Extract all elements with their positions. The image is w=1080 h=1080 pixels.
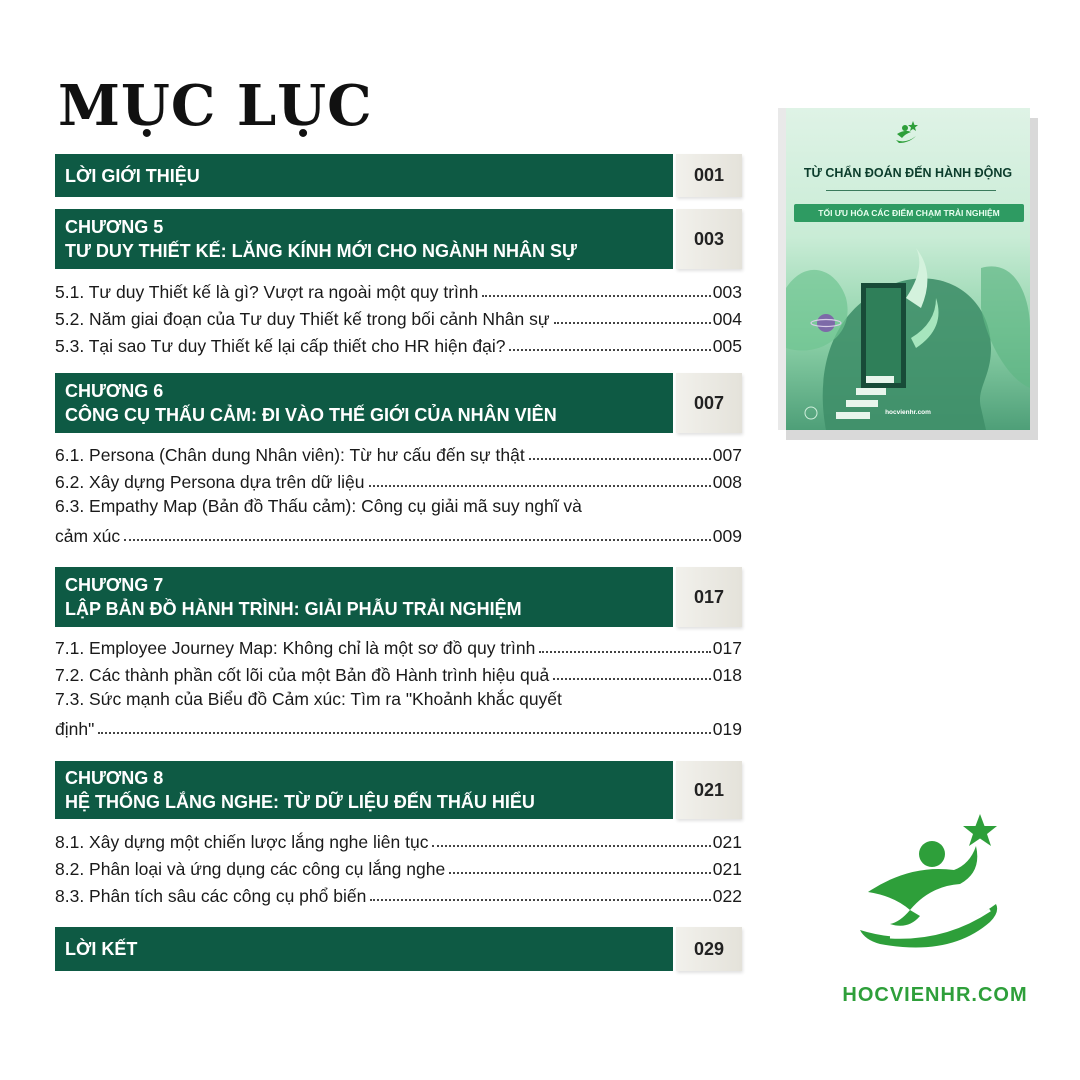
leader-dots bbox=[369, 485, 711, 487]
toc-item[interactable] bbox=[55, 276, 742, 303]
toc-item[interactable] bbox=[55, 439, 742, 466]
outro-label: LỜI KẾT bbox=[65, 939, 138, 959]
divider bbox=[826, 190, 996, 191]
chapter-header[interactable] bbox=[55, 209, 742, 269]
chapter-title: TƯ DUY THIẾT KẾ: LĂNG KÍNH MỚI CHO NGÀNH NHÂN SỰ bbox=[65, 241, 577, 261]
toc-item[interactable] bbox=[55, 686, 742, 740]
toc-item-text: 5.3. Tại sao Tư duy Thiết kế lại cấp thiết cho HR hiện đại? bbox=[55, 336, 506, 356]
toc-item[interactable] bbox=[55, 493, 742, 547]
page-title: MỤC LỤC bbox=[58, 73, 373, 139]
intro-label: LỜI GIỚI THIỆU bbox=[65, 165, 200, 186]
chapter-title: HỆ THỐNG LẮNG NGHE: TỪ DỮ LIỆU ĐẾN THẤU HIỂU bbox=[65, 792, 535, 812]
chapter-header[interactable] bbox=[55, 373, 742, 433]
toc-item-text: 6.3. Empathy Map (Bản đồ Thấu cảm): Công cụ giải mã suy nghĩ và bbox=[55, 496, 582, 516]
chapter-items bbox=[55, 276, 742, 357]
section-bar bbox=[55, 927, 673, 971]
section-bar bbox=[55, 154, 673, 197]
section-bar bbox=[55, 567, 673, 627]
toc-item[interactable] bbox=[55, 880, 742, 907]
toc-item-text: 8.3. Phân tích sâu các công cụ phổ biến bbox=[55, 886, 367, 906]
toc-item-page: 022 bbox=[712, 886, 742, 906]
toc-item[interactable] bbox=[55, 466, 742, 493]
toc-item-page: 005 bbox=[712, 336, 742, 356]
page-number: 017 bbox=[676, 567, 742, 627]
chapter-title: CÔNG CỤ THẤU CẢM: ĐI VÀO THẾ GIỚI CỦA NHÂN VIÊN bbox=[65, 405, 557, 425]
leader-dots bbox=[553, 678, 711, 680]
toc-item-text: 7.2. Các thành phần cốt lõi của một Bản đồ Hành trình hiệu quả bbox=[55, 665, 550, 685]
chapter-title: LẬP BẢN ĐỒ HÀNH TRÌNH: GIẢI PHẪU TRẢI NGHIỆM bbox=[65, 599, 522, 619]
toc-item-page: 008 bbox=[712, 472, 742, 492]
toc-item-text: 6.2. Xây dựng Persona dựa trên dữ liệu bbox=[55, 472, 365, 492]
book-cover bbox=[778, 108, 1038, 438]
leader-dots bbox=[370, 899, 710, 901]
toc-item-text: 8.1. Xây dựng một chiến lược lắng nghe liên tục bbox=[55, 832, 429, 852]
book-illustration bbox=[786, 228, 1030, 430]
toc-item[interactable] bbox=[55, 303, 742, 330]
section-bar bbox=[55, 209, 673, 269]
page-number: 003 bbox=[676, 209, 742, 269]
toc-intro[interactable] bbox=[55, 154, 742, 197]
toc-item-page: 017 bbox=[712, 638, 742, 658]
chapter-header[interactable] bbox=[55, 567, 742, 627]
toc-outro[interactable] bbox=[55, 927, 742, 971]
toc-item[interactable] bbox=[55, 826, 742, 853]
leader-dots bbox=[539, 651, 710, 653]
book-front bbox=[778, 108, 1030, 430]
book-subtitle: TỐI ƯU HÓA CÁC ĐIỂM CHẠM TRẢI NGHIỆM bbox=[794, 204, 1024, 222]
leader-dots bbox=[554, 322, 711, 324]
page-number: 029 bbox=[676, 927, 742, 971]
toc-item[interactable] bbox=[55, 330, 742, 357]
page-number: 021 bbox=[676, 761, 742, 819]
toc-item-page: 018 bbox=[712, 665, 742, 685]
leader-dots bbox=[529, 458, 711, 460]
hocvienhr-logo-icon bbox=[850, 812, 1010, 957]
book-title: TỪ CHẨN ĐOÁN ĐẾN HÀNH ĐỘNG bbox=[803, 166, 1013, 180]
chapter-number: CHƯƠNG 6 bbox=[65, 381, 164, 401]
toc-item[interactable] bbox=[55, 659, 742, 686]
leader-dots bbox=[482, 295, 710, 297]
book-website: hocvienhr.com bbox=[885, 409, 931, 416]
section-bar bbox=[55, 373, 673, 433]
toc-item[interactable] bbox=[55, 853, 742, 880]
chapter-number: CHƯƠNG 8 bbox=[65, 768, 164, 788]
toc-item-text: 5.2. Năm giai đoạn của Tư duy Thiết kế trong bối cảnh Nhân sự bbox=[55, 309, 550, 329]
toc-item[interactable] bbox=[55, 632, 742, 659]
page-number: 001 bbox=[676, 154, 742, 197]
toc-item-text: 6.1. Persona (Chân dung Nhân viên): Từ hư cấu đến sự thật bbox=[55, 445, 525, 465]
chapter-header[interactable] bbox=[55, 761, 742, 819]
book-publisher-logo-icon bbox=[891, 120, 921, 146]
chapter-number: CHƯƠNG 7 bbox=[65, 575, 164, 595]
toc-item-page: 021 bbox=[712, 859, 742, 879]
toc-item-page: 004 bbox=[712, 309, 742, 329]
chapter-items bbox=[55, 632, 742, 740]
leader-dots bbox=[98, 732, 710, 734]
leader-dots bbox=[432, 845, 710, 847]
chapter-number: CHƯƠNG 5 bbox=[65, 217, 164, 237]
toc-item-page: 019 bbox=[712, 719, 742, 739]
chapter-items bbox=[55, 826, 742, 907]
toc-item-text: 7.3. Sức mạnh của Biểu đồ Cảm xúc: Tìm ra "Khoảnh khắc quyết bbox=[55, 689, 562, 709]
leader-dots bbox=[509, 349, 710, 351]
leader-dots bbox=[124, 539, 711, 541]
toc-item-page: 007 bbox=[712, 445, 742, 465]
toc-item-page: 003 bbox=[712, 282, 742, 302]
toc-item-text-cont: định" bbox=[55, 719, 95, 739]
toc-item-page: 009 bbox=[712, 526, 742, 546]
toc-item-text: 7.1. Employee Journey Map: Không chỉ là một sơ đồ quy trình bbox=[55, 638, 536, 658]
leader-dots bbox=[449, 872, 711, 874]
toc-item-text: 5.1. Tư duy Thiết kế là gì? Vượt ra ngoài một quy trình bbox=[55, 282, 479, 302]
page-number: 007 bbox=[676, 373, 742, 433]
toc-item-text: 8.2. Phân loại và ứng dụng các công cụ lắng nghe bbox=[55, 859, 446, 879]
section-bar bbox=[55, 761, 673, 819]
chapter-items bbox=[55, 439, 742, 547]
toc-item-page: 021 bbox=[712, 832, 742, 852]
brand-name: HOCVIENHR.COM bbox=[842, 984, 1028, 1006]
toc-item-text-cont: cảm xúc bbox=[55, 526, 121, 546]
